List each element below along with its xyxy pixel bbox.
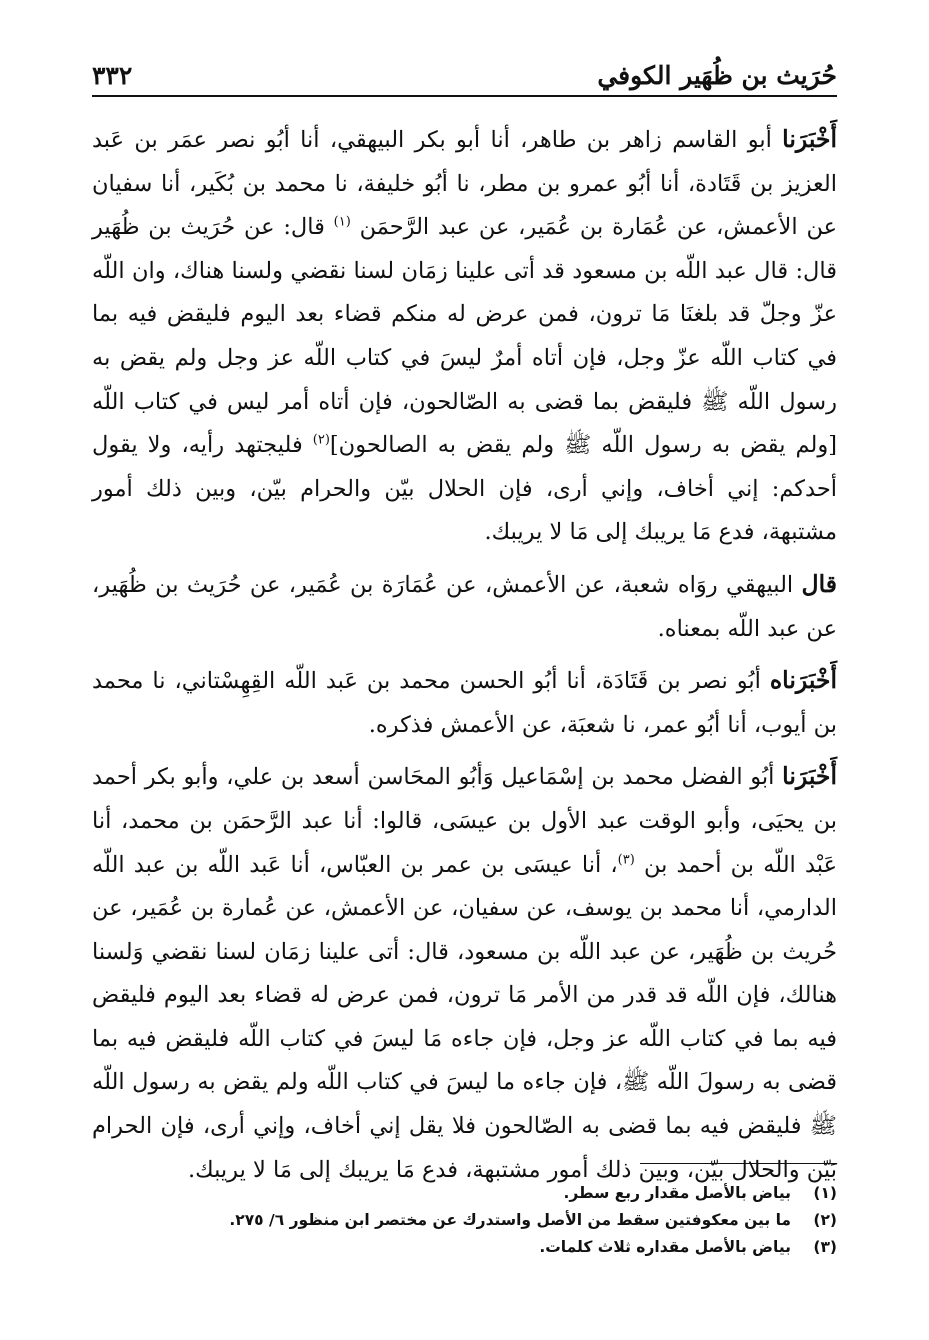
footnote-text: بياض بالأصل مقدار ربع سطر. (563, 1184, 791, 1202)
footnote-marker: (٢) (312, 432, 330, 448)
paragraph-text: البيهقي روَاه شعبة، عن الأعمش، عن عُمَارَة بن عُمَير، عن حُرَيث بن ظُهَير، عن عبد اللّه بمعناه. (92, 571, 837, 642)
paragraph-text: أبو القاسم زاهر بن طاهر، أنا أبو بكر البيهقي، أنا أبُو نصر عمَر بن عَبد العزيز بن قَتَادة، أنا أبُو عمرو بن مطر، نا أبُو خليفة، نا محمد بن بُكَير، أنا سفيان عن الأعمش، عن عُمَارة بن عُمَير، عن عبد الرَّحمَن (92, 127, 837, 241)
header-divider (92, 95, 837, 97)
paragraph-text: قال: عن حُرَيث بن ظُهَير قال: قال عبد اللّه بن مسعود قد أتى علينا زمَان لسنا نقضي ولسنا هناك، وان اللّه عزّ وجلّ قد بلغنَا مَا ترون، فمن عرض له منكم قضاء بعد اليوم فليقض فيه بما في كتاب اللّه عزّ وجل، فإن أتاه أمرٌ ليسَ في كتاب اللّه عز وجل ولم يقض به رسول اللّه ﷺ فليقض بما قضى به الصّالحون، فإن أتاه أمر ليس في كتاب اللّه [ولم يقض به رسول اللّه ﷺ ولم يقض به الصالحون] (92, 214, 837, 459)
paragraph-2 (92, 563, 837, 651)
paragraph-1 (92, 118, 837, 555)
running-title: حُرَيث بن ظُهَير الكوفي (597, 61, 837, 90)
footnote-text: ما بين معكوفتين سقط من الأصل واستدرك عن مختصر ابن منظور ٦/ ٢٧٥. (229, 1211, 791, 1229)
paragraph-text: أبُو نصر بن قَتَادَة، أنا أبُو الحسن محمد بن عَبد اللّه القِهِسْتاني، نا محمد بن أيوب، أنا أبُو عمر، نا شعبَة، عن الأعمش فذكره. (92, 668, 837, 738)
footnotes (92, 1180, 837, 1261)
paragraph-3 (92, 659, 837, 747)
main-text (92, 118, 837, 1200)
footnote-3 (92, 1234, 837, 1261)
running-header (92, 48, 837, 94)
footnote-2 (92, 1207, 837, 1234)
paragraph-lead: قال (801, 569, 837, 598)
paragraph-lead: أَخْبَرَناه (769, 666, 837, 695)
footnote-number: (٢) (813, 1211, 837, 1229)
footnote-marker: (٣) (617, 852, 635, 867)
footnote-1 (92, 1180, 837, 1207)
paragraph-text: أبُو الفضل محمد بن إسْمَاعيل وَأبُو المحَاسن أسعد بن علي، وأبو بكر أحمد بن يحيَى، وأبو الوقت عبد الأول بن عيسَى، قالوا: أنا عبد الرَّحمَن بن محمد، أنا عَبْد اللّه بن أحمد بن (92, 764, 837, 878)
footnote-marker: (١) (333, 214, 351, 230)
footnote-number: (١) (813, 1184, 837, 1202)
paragraph-text: فليجتهد رأيه، ولا يقول أحدكم: إني أخاف، وإني أرى، فإن الحلال بيّن والحرام بيّن، وبين ذلك أمور مشتبهة، فدع مَا يريبك إلى مَا لا يريبك. (92, 432, 837, 546)
footnote-number: (٣) (813, 1238, 837, 1256)
footnote-divider (640, 1163, 837, 1164)
paragraph-text: ، أنا عيسَى بن عمر بن العبّاس، أنا عَبد اللّه بن عبد اللّه الدارمي، أنا محمد بن يوسف، عن سفيان، عن الأعمش، عن عُمارة بن عُمَير، عن حُريث بن ظُهَير، عن عبد اللّه بن مسعود، قال: أتى علينا زمَان لسنا نقضي وَلسنا هنالك، فإن اللّه قد قدر من الأمر مَا ترون، فمن عرض له قضاء بعد اليوم فليقض فيه بما في كتاب اللّه عز وجل، فإن جاءه مَا ليسَ في كتاب اللّه فليقض فيه بما قضى به رسولَ اللّه ﷺ، فإن جاءه ما ليسَ في كتاب اللّه ولم يقض به رسول اللّه ﷺ فليقض فيه بما قضى به الصّالحون فلا يقل إني أخاف، وإني أرى، فإن الحرام بَيّن والحلال بيّن، وبين ذلك أمور مشتبهة، فدع مَا يريبك إلى مَا لا يريبك. (92, 851, 837, 1183)
page-number: ٣٣٢ (92, 61, 133, 90)
footnote-text: بياض بالأصل مقداره ثلاث كلمات. (539, 1238, 791, 1256)
paragraph-lead: أَخْبَرَنا (782, 762, 837, 791)
paragraph-4 (92, 755, 837, 1192)
paragraph-lead: أَخْبَرَنا (782, 125, 837, 153)
